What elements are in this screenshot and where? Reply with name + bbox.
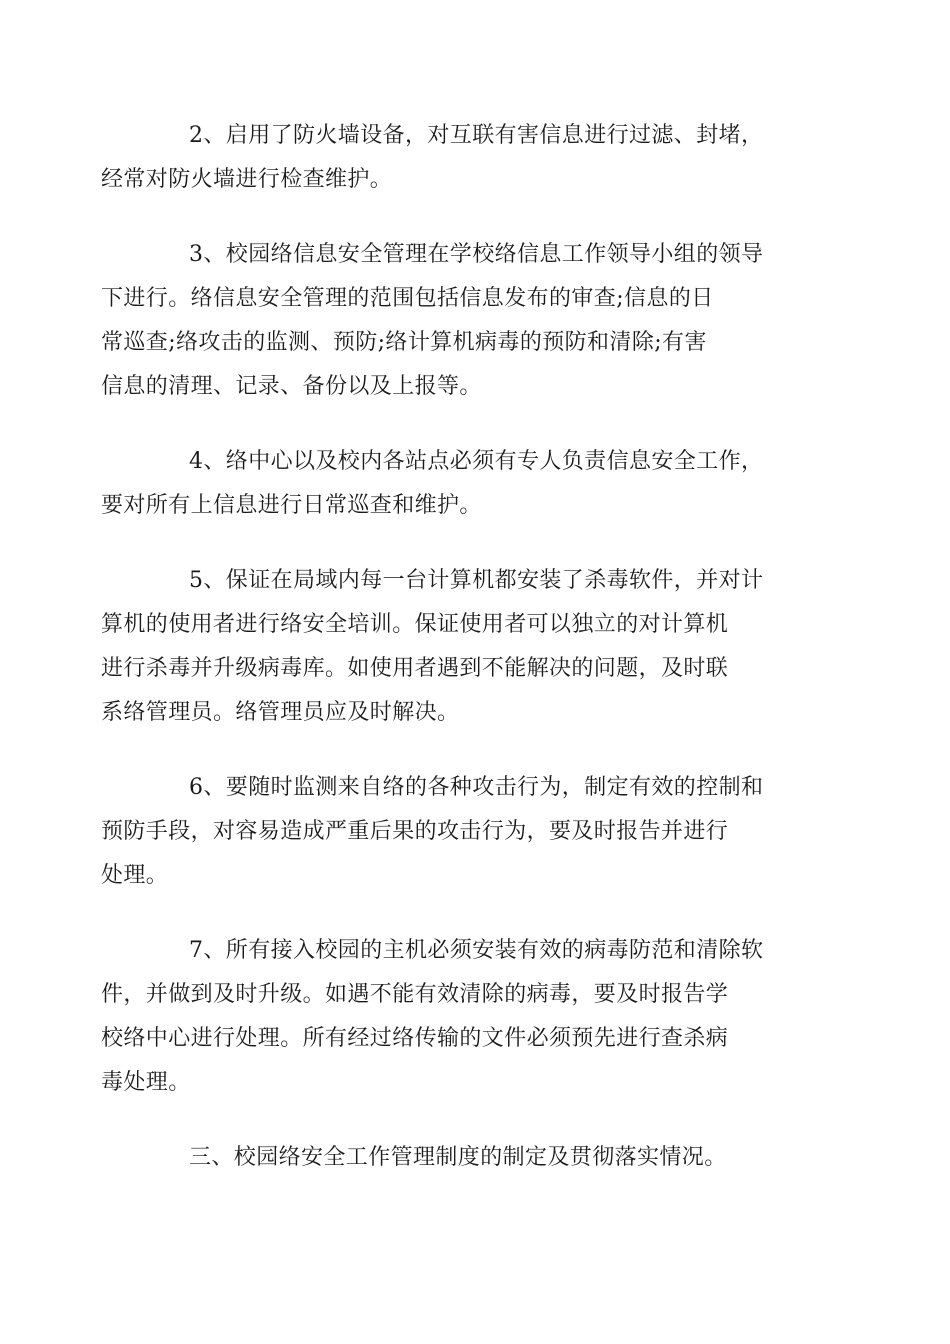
paragraph-line: 件，并做到及时升级。如遇不能有效清除的病毒，要及时报告学 [101, 982, 729, 1007]
paragraph-item-4 [101, 440, 807, 528]
paragraph-item-3 [101, 233, 807, 409]
paragraph-line: 预防手段，对容易造成严重后果的攻击行为，要及时报告并进行 [101, 819, 729, 844]
document-body [101, 114, 807, 1211]
paragraph-line: 处理。 [101, 863, 169, 888]
paragraph-line: 要对所有上信息进行日常巡查和维护。 [101, 493, 482, 518]
section-heading-3 [145, 1136, 807, 1180]
paragraph-line: 系络管理员。络管理员应及时解决。 [101, 700, 460, 725]
paragraph-line: 常巡查;络攻击的监测、预防;络计算机病毒的预防和清除;有害 [101, 330, 707, 355]
paragraph-line: 2、启用了防火墙设备，对互联有害信息进行过滤、封堵， [189, 123, 764, 148]
paragraph-line: 算机的使用者进行络安全培训。保证使用者可以独立的对计算机 [101, 612, 729, 637]
paragraph-item-2 [101, 114, 807, 202]
paragraph-line: 4、络中心以及校内各站点必须有专人负责信息安全工作， [189, 449, 764, 474]
paragraph-item-5 [101, 559, 807, 735]
paragraph-item-6 [101, 766, 807, 898]
paragraph-line: 7、所有接入校园的主机必须安装有效的病毒防范和清除软 [189, 938, 764, 963]
paragraph-line: 毒处理。 [101, 1070, 191, 1095]
paragraph-item-7 [101, 929, 807, 1105]
paragraph-line: 3、校园络信息安全管理在学校络信息工作领导小组的领导 [189, 242, 764, 267]
paragraph-line: 三、校园络安全工作管理制度的制定及贯彻落实情况。 [189, 1145, 727, 1170]
paragraph-line: 校络中心进行处理。所有经过络传输的文件必须预先进行查杀病 [101, 1026, 729, 1051]
paragraph-line: 信息的清理、记录、备份以及上报等。 [101, 374, 482, 399]
paragraph-line: 经常对防火墙进行检查维护。 [101, 167, 393, 192]
paragraph-line: 进行杀毒并升级病毒库。如使用者遇到不能解决的问题，及时联 [101, 656, 729, 681]
paragraph-line: 下进行。络信息安全管理的范围包括信息发布的审查;信息的日 [101, 286, 714, 311]
paragraph-line: 5、保证在局域内每一台计算机都安装了杀毒软件，并对计 [189, 568, 764, 593]
paragraph-line: 6、要随时监测来自络的各种攻击行为，制定有效的控制和 [189, 775, 764, 800]
